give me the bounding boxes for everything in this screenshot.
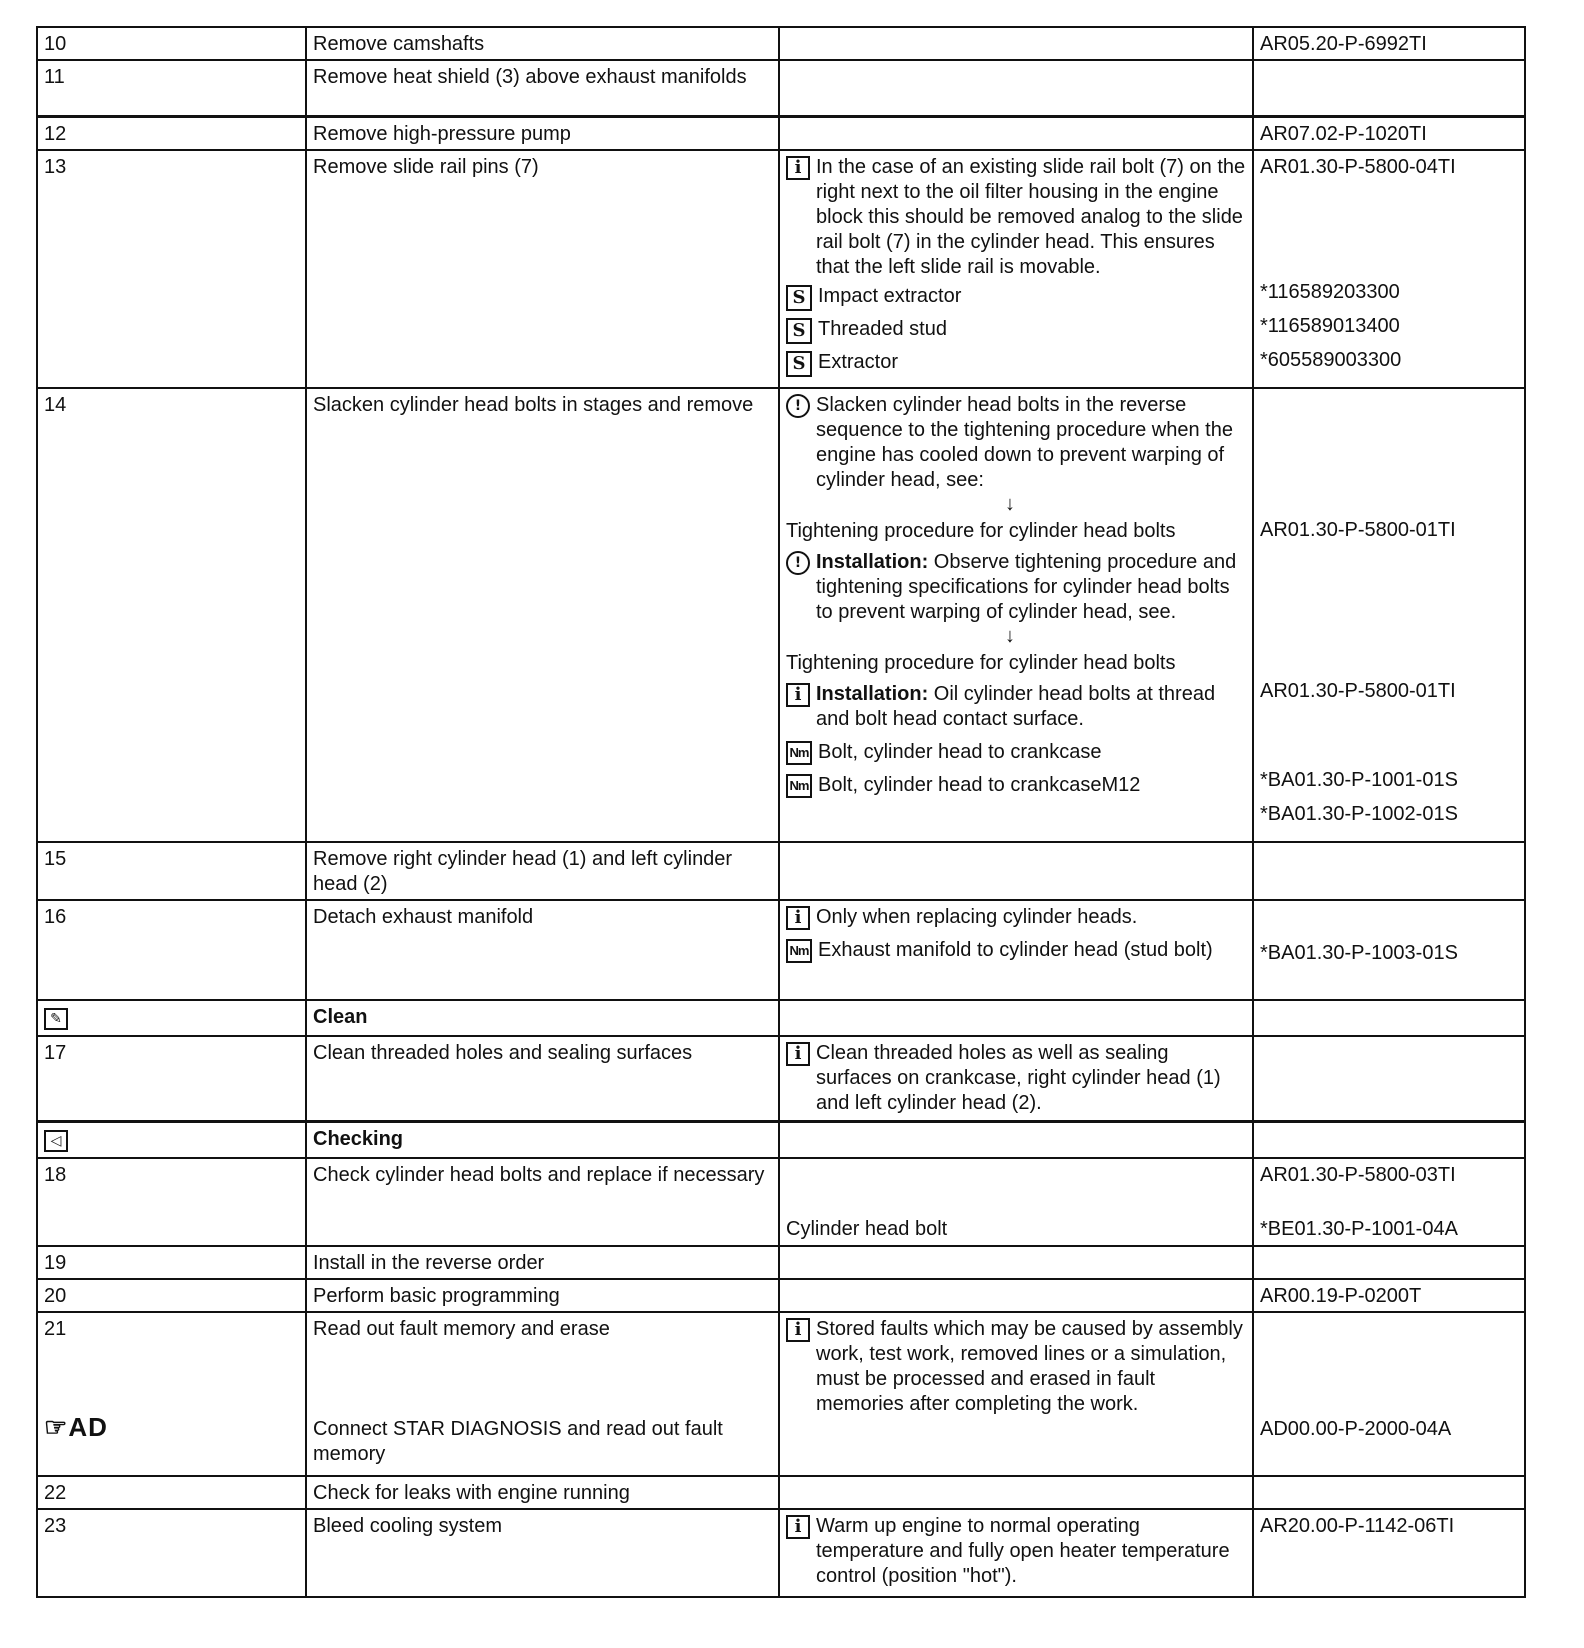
step-action: Remove high-pressure pump — [306, 116, 779, 150]
step-reference — [1253, 842, 1525, 900]
section-title: Checking — [306, 1122, 779, 1158]
table-row — [37, 60, 1525, 116]
step-number: 21 ☞AD — [37, 1312, 306, 1476]
table-row — [37, 842, 1525, 900]
reference-code: AD00.00-P-2000-04A — [1260, 1417, 1452, 1440]
table-row — [37, 1476, 1525, 1509]
table-row — [37, 1279, 1525, 1312]
table-row — [37, 1036, 1525, 1122]
step-number: 11 — [37, 60, 306, 116]
step-number: 17 — [37, 1036, 306, 1122]
down-arrow-icon: ↓ — [1005, 624, 1015, 647]
torque-label: Bolt, cylinder head to crankcase — [818, 740, 1102, 763]
step-action: Remove slide rail pins (7) — [306, 150, 779, 388]
tool-label: Impact extractor — [818, 284, 962, 307]
info-icon: i — [786, 1318, 810, 1342]
info-icon: i — [786, 683, 810, 707]
step-number: 14 — [37, 388, 306, 842]
step-action-secondary: Connect STAR DIAGNOSIS and read out fault memory — [313, 1417, 723, 1465]
step-note — [779, 116, 1253, 150]
section-row — [37, 1122, 1525, 1158]
installation-label: Installation: — [816, 550, 929, 573]
step-reference — [1253, 60, 1525, 116]
step-action: Perform basic programming — [306, 1279, 779, 1312]
step-note — [779, 1246, 1253, 1279]
info-icon: i — [786, 156, 810, 180]
step-action: Install in the reverse order — [306, 1246, 779, 1279]
down-arrow-icon: ↓ — [1005, 492, 1015, 515]
document-link[interactable]: Tightening procedure for cylinder head bolts — [786, 651, 1176, 674]
step-number: 12 — [37, 116, 306, 150]
step-action: Remove right cylinder head (1) and left cylinder head (2) — [306, 842, 779, 900]
step-reference — [1253, 1158, 1525, 1246]
step-action: Bleed cooling system — [306, 1509, 779, 1597]
table-row — [37, 150, 1525, 388]
torque-icon: Nm — [786, 774, 812, 798]
table-row — [37, 388, 1525, 842]
step-reference: AR05.20-P-6992TI — [1253, 27, 1525, 60]
info-icon: i — [786, 1042, 810, 1066]
info-text: Clean threaded holes as well as sealing surfaces on crankcase, right cylinder head (1) and left cylinder head (2). — [816, 1041, 1221, 1114]
special-tool-icon: S — [786, 318, 812, 344]
step-number: 23 — [37, 1509, 306, 1597]
table-row — [37, 1312, 1525, 1476]
torque-icon: Nm — [786, 741, 812, 765]
tool-number: *116589203300 — [1260, 280, 1400, 303]
document-link[interactable]: Tightening procedure for cylinder head bolts — [786, 519, 1176, 542]
reference-code: *BE01.30-P-1001-04A — [1260, 1217, 1458, 1240]
reference-code: AR01.30-P-5800-04TI — [1260, 155, 1456, 178]
step-note — [779, 1312, 1253, 1476]
step-note — [779, 27, 1253, 60]
step-reference — [1253, 388, 1525, 842]
table-row — [37, 1509, 1525, 1597]
pointing-hand-icon: ☞ — [44, 1411, 69, 1442]
step-reference — [1253, 1476, 1525, 1509]
table-row — [37, 27, 1525, 60]
step-note — [779, 60, 1253, 116]
special-tool-icon: S — [786, 351, 812, 377]
step-action: Detach exhaust manifold — [306, 900, 779, 1000]
table-row — [37, 116, 1525, 150]
reference-code: *BA01.30-P-1002-01S — [1260, 802, 1458, 825]
reference-code: AR01.30-P-5800-01TI — [1260, 679, 1456, 702]
step-number: 19 — [37, 1246, 306, 1279]
procedure-table — [36, 26, 1526, 1598]
torque-label: Bolt, cylinder head to crankcaseM12 — [818, 773, 1141, 796]
section-row — [37, 1000, 1525, 1036]
step-note — [779, 150, 1253, 388]
warning-text: Slacken cylinder head bolts in the reverse sequence to the tightening procedure when the engine has cooled down to prevent warping of cylinder head, see: — [816, 393, 1233, 491]
step-reference: AR07.02-P-1020TI — [1253, 116, 1525, 150]
step-note — [779, 900, 1253, 1000]
installation-label: Installation: — [816, 682, 929, 705]
step-action: Slacken cylinder head bolts in stages and remove — [306, 388, 779, 842]
step-note — [779, 1279, 1253, 1312]
step-action: Check cylinder head bolts and replace if necessary — [306, 1158, 779, 1246]
warning-icon: ! — [786, 394, 810, 418]
step-number: 16 — [37, 900, 306, 1000]
step-reference: AR20.00-P-1142-06TI — [1253, 1509, 1525, 1597]
step-number: 15 — [37, 842, 306, 900]
step-number: 13 — [37, 150, 306, 388]
step-reference: AR00.19-P-0200T — [1253, 1279, 1525, 1312]
step-number: 22 — [37, 1476, 306, 1509]
reference-code: *BA01.30-P-1001-01S — [1260, 768, 1458, 791]
warning-icon: ! — [786, 551, 810, 575]
step-note — [779, 1509, 1253, 1597]
info-text: In the case of an existing slide rail bolt (7) on the right next to the oil filter housing in the engine block this should be removed analog to the slide rail bolt (7) in the cylinder head. This ensures that the left slide rail is movable. — [816, 155, 1246, 278]
info-text: Stored faults which may be caused by assembly work, test work, removed lines or a simulation, must be processed and erased in fault memories after completing the work. — [816, 1317, 1243, 1415]
step-number: 18 — [37, 1158, 306, 1246]
torque-icon: Nm — [786, 939, 812, 963]
info-text: Warm up engine to normal operating temperature and fully open heater temperature control (position "hot"). — [816, 1514, 1230, 1587]
tool-number: *116589013400 — [1260, 314, 1400, 337]
step-note — [779, 1158, 1253, 1246]
step-action: Check for leaks with engine running — [306, 1476, 779, 1509]
warning-text: Observe tightening procedure and tightening specifications for cylinder head bolts to prevent warping of cylinder head, see. — [816, 550, 1237, 623]
step-note — [779, 1036, 1253, 1122]
step-number: 10 — [37, 27, 306, 60]
step-action: Clean threaded holes and sealing surfaces — [306, 1036, 779, 1122]
step-note — [779, 1476, 1253, 1509]
clean-section-icon: ✎ — [44, 1008, 68, 1030]
step-reference — [1253, 150, 1525, 388]
ad-badge: AD — [68, 1411, 108, 1442]
special-tool-icon: S — [786, 285, 812, 311]
section-title: Clean — [306, 1000, 779, 1036]
reference-code: *BA01.30-P-1003-01S — [1260, 941, 1458, 964]
part-label: Cylinder head bolt — [786, 1217, 948, 1240]
torque-label: Exhaust manifold to cylinder head (stud bolt) — [818, 938, 1213, 961]
table-row — [37, 900, 1525, 1000]
step-note — [779, 388, 1253, 842]
reference-code: AR01.30-P-5800-03TI — [1260, 1163, 1456, 1186]
table-row — [37, 1246, 1525, 1279]
info-icon: i — [786, 906, 810, 930]
step-action: Remove camshafts — [306, 27, 779, 60]
tool-label: Extractor — [818, 350, 899, 373]
tool-label: Threaded stud — [818, 317, 947, 340]
reference-code: AR01.30-P-5800-01TI — [1260, 518, 1456, 541]
step-reference — [1253, 1312, 1525, 1476]
step-reference — [1253, 1036, 1525, 1122]
table-row — [37, 1158, 1525, 1246]
step-action: Read out fault memory and erase Connect STAR DIAGNOSIS and read out fault memory — [306, 1312, 779, 1476]
step-action: Remove heat shield (3) above exhaust manifolds — [306, 60, 779, 116]
tool-number: *605589003300 — [1260, 348, 1402, 371]
checking-section-icon: ◁ — [44, 1130, 68, 1152]
step-reference — [1253, 1246, 1525, 1279]
info-text: Oil cylinder head bolts at thread and bolt head contact surface. — [816, 682, 1216, 730]
info-icon: i — [786, 1515, 810, 1539]
info-text: Only when replacing cylinder heads. — [816, 905, 1138, 928]
step-note — [779, 842, 1253, 900]
step-number: 20 — [37, 1279, 306, 1312]
step-reference — [1253, 900, 1525, 1000]
